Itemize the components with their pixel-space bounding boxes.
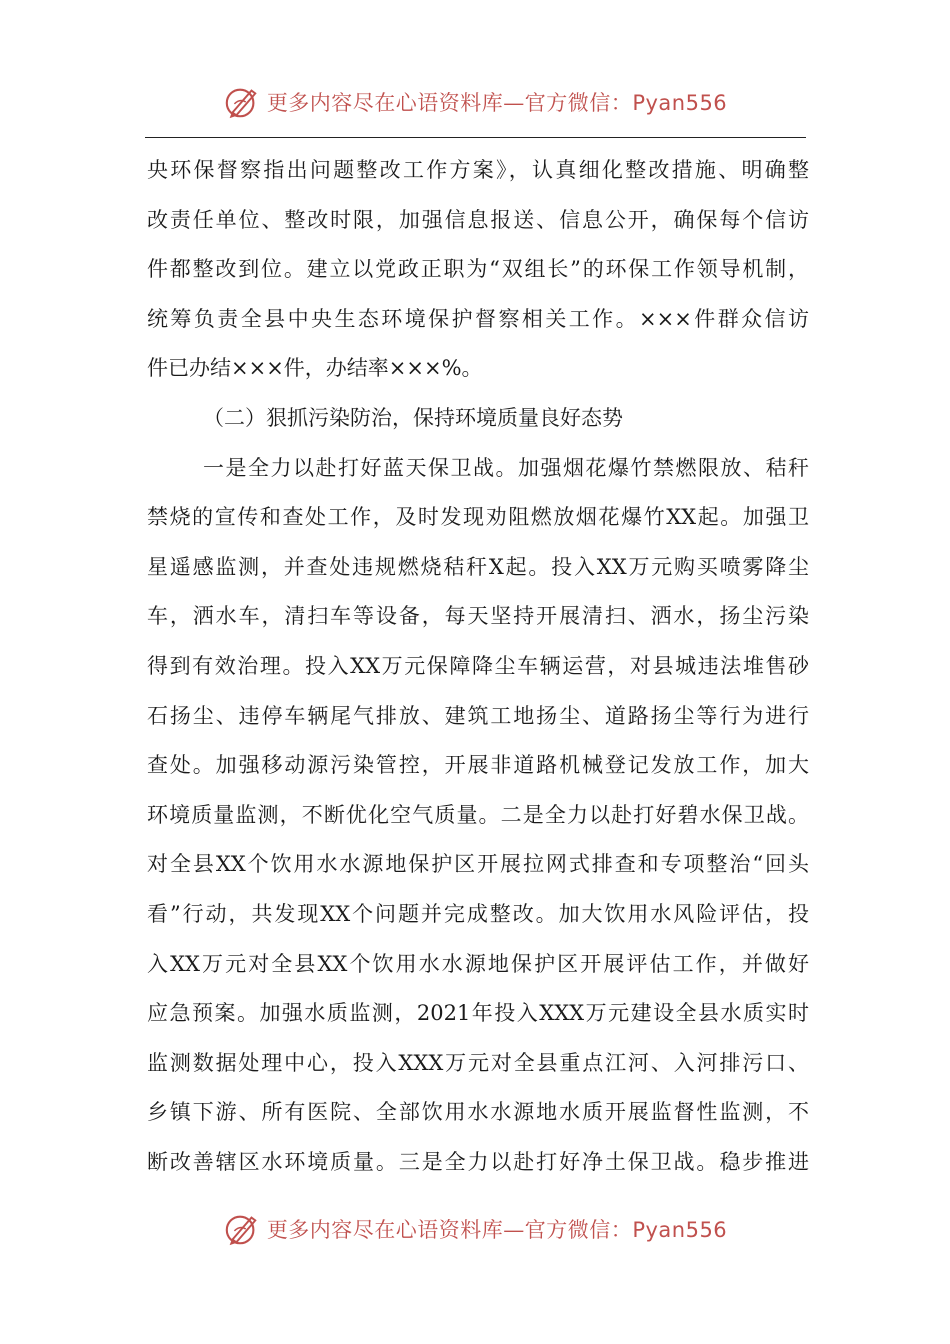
header-divider [145,137,806,138]
text-line: 改责任单位、整改时限，加强信息报送、信息公开，确保每个信访 [147,207,809,232]
text-line: 件都整改到位。建立以党政正职为“双组长”的环保工作领导机制， [147,257,809,282]
text-line: 星遥感监测，并查处违规燃烧秸秆X起。投入XX万元购买喷雾降尘 [147,554,809,579]
text-line: 应急预案。加强水质监测，2021年投入XXX万元建设全县水质实时 [147,1001,809,1026]
document-body [147,146,809,1187]
footer-banner-handle: Pyan556 [632,1218,728,1242]
section-heading: （二）狠抓污染防治，保持环境质量良好态势 [203,405,623,430]
text-line: 一是全力以赴打好蓝天保卫战。加强烟花爆竹禁燃限放、秸秆 [203,455,809,480]
text-line: 对全县XX个饮用水水源地保护区开展拉网式排查和专项整治“回头 [147,852,809,877]
header-banner-handle: Pyan556 [632,91,728,115]
text-line: 央环保督察指出问题整改工作方案》，认真细化整改措施、明确整 [147,158,809,182]
header-watermark-banner [0,78,950,126]
header-banner-text: 更多内容尽在心语资料库—官方微信：Pyan556 [266,91,728,115]
text-line: 件已办结×××件，办结率×××%。 [147,356,483,381]
footer-banner-text: 更多内容尽在心语资料库—官方微信：Pyan556 [266,1218,728,1242]
text-line: 查处。加强移动源污染管控，开展非道路机械登记发放工作，加大 [147,753,809,778]
text-line: 得到有效治理。投入XX万元保障降尘车辆运营，对县城违法堆售砂 [147,653,809,678]
text-line: 断改善辖区水环境质量。三是全力以赴打好净土保卫战。稳步推进 [147,1149,809,1174]
text-line: 车，洒水车，清扫车等设备，每天坚持开展清扫、洒水，扬尘污染 [147,604,809,629]
text-line: 乡镇下游、所有医院、全部饮用水水源地水质开展监督性监测，不 [147,1100,809,1125]
text-line: 环境质量监测，不断优化空气质量。二是全力以赴打好碧水保卫战。 [147,802,809,827]
text-line: 石扬尘、违停车辆尾气排放、建筑工地扬尘、道路扬尘等行为进行 [147,703,809,728]
pen-logo-icon [223,83,261,121]
footer-watermark-banner [0,1205,950,1253]
pen-logo-icon [223,1210,261,1248]
text-line: 统筹负责全县中央生态环境保护督察相关工作。×××件群众信访 [147,306,809,331]
text-line: 入XX万元对全县XX个饮用水水源地保护区开展评估工作，并做好 [147,951,809,976]
text-line: 看”行动，共发现XX个问题并完成整改。加大饮用水风险评估，投 [147,901,809,926]
text-line: 禁烧的宣传和查处工作，及时发现劝阻燃放烟花爆竹XX起。加强卫 [147,505,809,530]
text-line: 监测数据处理中心，投入XXX万元对全县重点江河、入河排污口、 [147,1050,809,1075]
